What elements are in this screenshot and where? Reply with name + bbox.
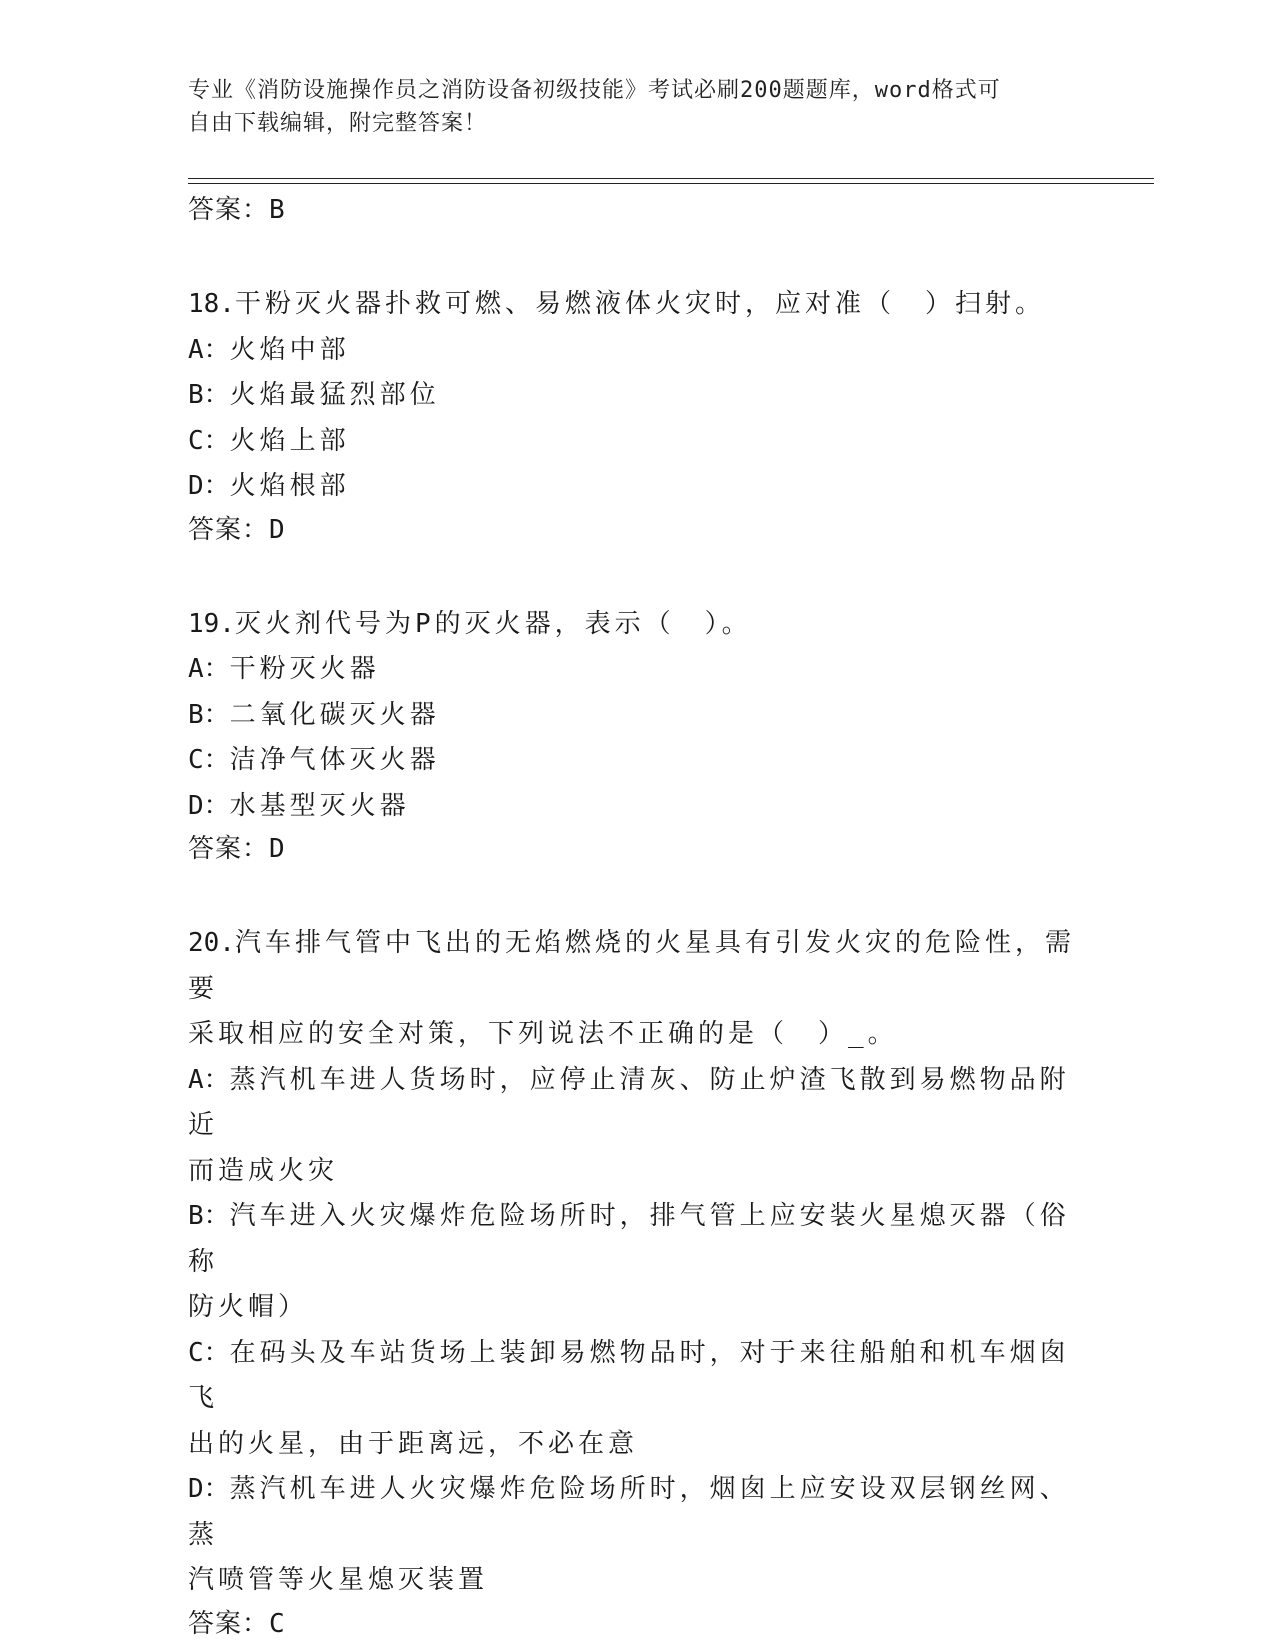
- document-header: [188, 74, 1068, 140]
- option-text: 洁净气体灭火器: [229, 745, 440, 775]
- option-text: 蒸汽机车进人火灾爆炸危险场所时，烟囱上应安设双层钢丝网、蒸: [188, 1474, 1070, 1550]
- question-block: [188, 921, 1088, 1644]
- answer-option: [188, 464, 1088, 510]
- question-stem-text: 干粉灭火器扑救可燃、易燃液体火灾时，应对准（ ）扫射。: [234, 289, 1045, 319]
- option-key: A：: [188, 334, 230, 365]
- question-stem: [188, 921, 1088, 1012]
- option-key: B：: [188, 699, 230, 730]
- question-stem-text: 汽车排气管中飞出的无焰燃烧的火星具有引发火灾的危险性，需要: [188, 928, 1075, 1004]
- question-list: [188, 282, 1088, 1644]
- answer-label: 答案：: [188, 1608, 270, 1639]
- answer-option: [188, 1194, 1088, 1285]
- answer-option: [188, 693, 1088, 739]
- option-key: A：: [188, 1064, 230, 1095]
- option-key: B：: [188, 1201, 230, 1231]
- answer-option: [188, 1558, 1088, 1604]
- option-text: 出的火星，由于距离远，不必在意: [188, 1428, 639, 1459]
- answer-line: [188, 1604, 1088, 1644]
- answer-option: [188, 1467, 1088, 1558]
- header-line-2: 自由下载编辑，附完整答案！: [188, 111, 488, 136]
- option-key: D：: [188, 471, 230, 501]
- answer-line: [188, 510, 1088, 550]
- option-text: 在码头及车站货场上装卸易燃物品时，对于来往船舶和机车烟囱飞: [188, 1337, 1070, 1413]
- answer-value: D: [269, 514, 286, 545]
- answer-label: 答案：: [188, 514, 270, 545]
- answer-value: B: [269, 195, 286, 225]
- option-text: 火焰根部: [229, 471, 350, 501]
- answer-value: D: [269, 834, 286, 864]
- answer-label: 答案：: [188, 195, 270, 225]
- answer-option: [188, 1149, 1088, 1195]
- answer-line: [188, 190, 1088, 230]
- option-text: 火焰上部: [229, 425, 350, 456]
- question-block: [188, 282, 1088, 550]
- option-text: 蒸汽机车进人货场时，应停止清灰、防止炉渣飞散到易燃物品附近: [188, 1064, 1070, 1140]
- option-key: A：: [188, 654, 230, 684]
- option-text: 汽车进入火灾爆炸危险场所时，排气管上应安装火星熄灭器（俗称: [188, 1201, 1070, 1277]
- answer-option: [188, 328, 1088, 374]
- answer-option: [188, 1285, 1088, 1331]
- option-text: 二氧化碳灭火器: [229, 699, 440, 730]
- document-body: [188, 190, 1088, 1644]
- question-stem-text: 采取相应的安全对策，下列说法不正确的是（ ）_。: [188, 1019, 898, 1049]
- answer-option: [188, 1058, 1088, 1149]
- option-key: C：: [188, 425, 230, 456]
- answer-option: [188, 738, 1088, 784]
- answer-label: 答案：: [188, 834, 270, 864]
- option-text: 防火帽）: [188, 1292, 309, 1322]
- question-number: 18.: [188, 289, 235, 319]
- question-stem: [188, 1012, 1088, 1058]
- option-key: D：: [188, 790, 230, 821]
- option-text: 而造成火灾: [188, 1155, 339, 1186]
- option-key: B：: [188, 380, 230, 410]
- question-number: 20.: [188, 928, 235, 958]
- answer-option: [188, 784, 1088, 830]
- answer-option: [188, 373, 1088, 419]
- option-key: D：: [188, 1474, 230, 1504]
- option-text: 干粉灭火器: [229, 654, 380, 684]
- option-key: C：: [188, 1337, 230, 1368]
- option-text: 水基型灭火器: [229, 790, 410, 821]
- answer-option: [188, 647, 1088, 693]
- question-stem: [188, 282, 1088, 328]
- answer-line: [188, 829, 1088, 869]
- option-key: C：: [188, 745, 230, 775]
- option-text: 火焰最猛烈部位: [229, 380, 440, 410]
- question-stem-text: 灭火剂代号为P的灭火器，表示（ ）。: [234, 608, 752, 639]
- header-line-1: 专业《消防设施操作员之消防设备初级技能》考试必刷200题题库，word格式可: [188, 78, 1001, 103]
- answer-option: [188, 1331, 1088, 1422]
- answer-value: C: [269, 1608, 286, 1639]
- answer-option: [188, 419, 1088, 465]
- question-stem: [188, 602, 1088, 648]
- header-divider-bottom: [188, 183, 1154, 184]
- question-block: [188, 602, 1088, 870]
- question-number: 19.: [188, 608, 235, 639]
- option-text: 火焰中部: [229, 334, 350, 365]
- answer-option: [188, 1422, 1088, 1468]
- header-divider-top: [188, 178, 1154, 179]
- option-text: 汽喷管等火星熄灭装置: [188, 1565, 489, 1595]
